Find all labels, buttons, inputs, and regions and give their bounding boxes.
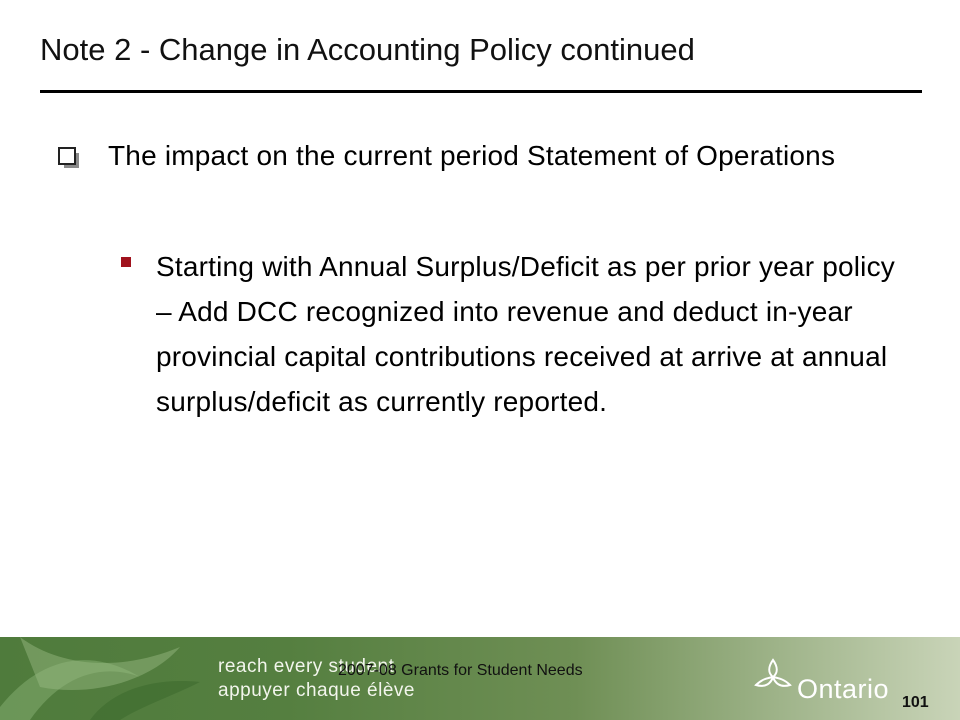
bullet-item	[58, 137, 918, 175]
title-divider	[40, 90, 922, 93]
footer-caption: 2007-08 Grants for Student Needs	[338, 662, 583, 679]
sub-bullet-text: Starting with Annual Surplus/Deficit as per prior year policy – Add DCC recognized into revenue and deduct in-year provincial capital contributions received at arrive at annual surplus/deficit as currently reported.	[156, 251, 895, 417]
slogan-english: reach every student	[218, 656, 395, 677]
ontario-wordmark: Ontario	[797, 674, 890, 704]
sub-bullet-item	[118, 244, 908, 424]
footer-banner	[0, 637, 960, 720]
slide-title: Note 2 - Change in Accounting Policy continued	[40, 32, 695, 67]
checkbox-icon	[58, 147, 80, 169]
page-number: 101	[902, 694, 929, 711]
trillium-icon	[752, 657, 794, 697]
slogan-french: appuyer chaque élève	[218, 680, 415, 701]
square-bullet-icon	[121, 257, 131, 267]
bullet-text: The impact on the current period Statement of Operations	[108, 140, 836, 171]
swirl-graphic-icon	[0, 637, 220, 720]
